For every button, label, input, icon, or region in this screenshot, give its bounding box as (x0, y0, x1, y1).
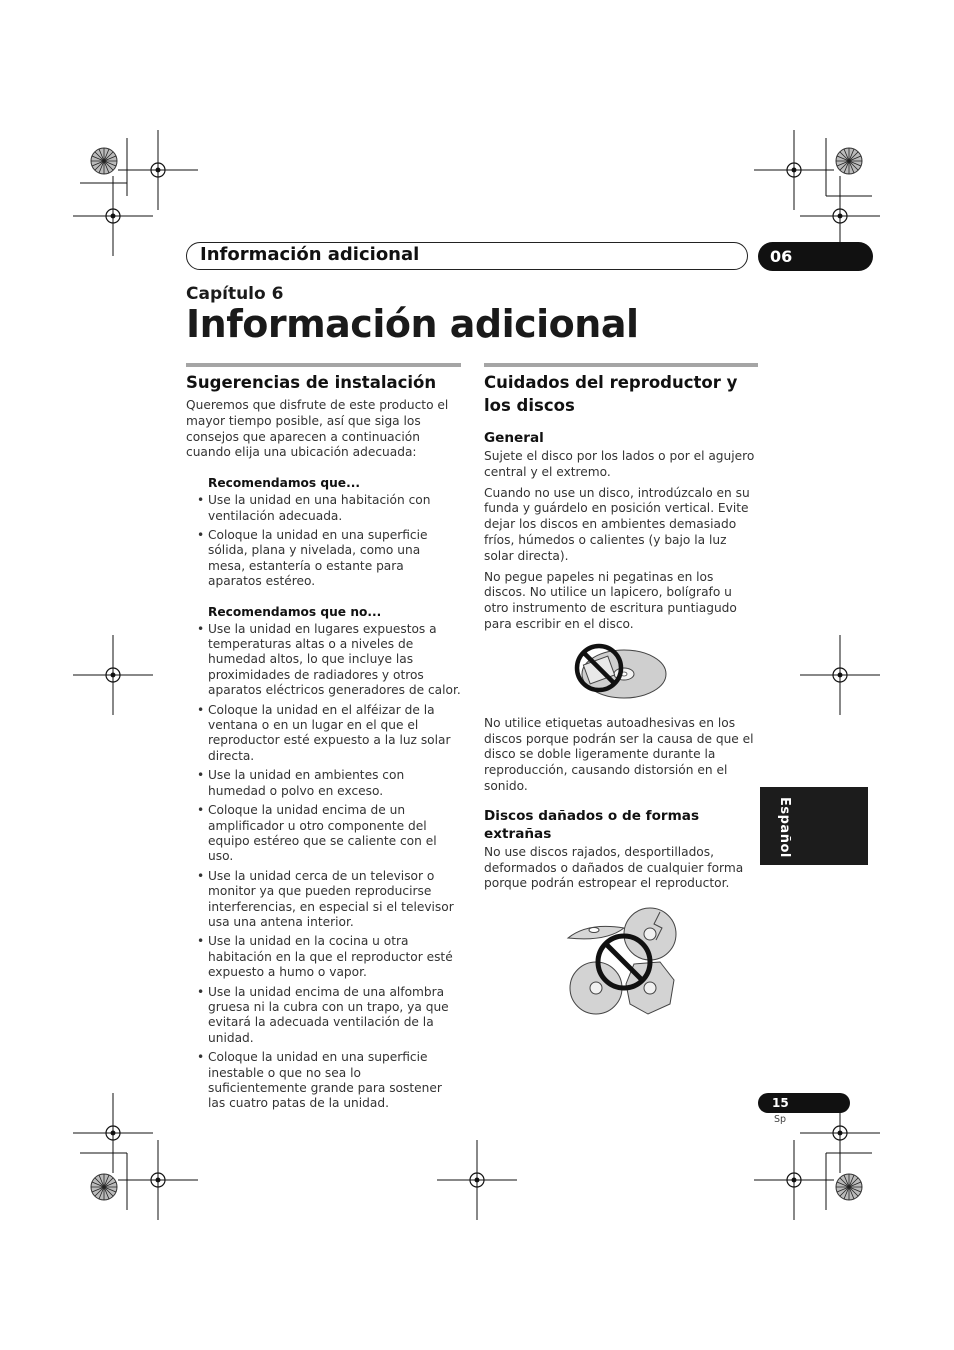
recommended-heading: Recomendamos que... (208, 476, 360, 491)
chapter-label: Capítulo 6 (186, 284, 284, 304)
registration-mark-icon (754, 1140, 834, 1220)
page-title: Información adicional (186, 302, 639, 346)
list-item: • Coloque la unidad encima de un amplificador u otro componente del equipo estéreo que se caliente con el uso. (186, 803, 461, 865)
section-rule (186, 363, 461, 367)
registration-mark-icon (73, 635, 153, 715)
list-item: • Coloque la unidad en el alféizar de la ventana o en un lugar en el que el reproductor esté expuesto a la luz solar directa. (186, 703, 461, 765)
registration-mark-icon (73, 1093, 153, 1173)
general-heading: General (484, 430, 544, 446)
list-item: • Use la unidad en ambientes con humedad o polvo en exceso. (186, 768, 461, 799)
star-target-icon (836, 1174, 862, 1200)
list-item: • Use la unidad encima de una alfombra gruesa ni la cubra con un trapo, ya que evitará la adecuada ventilación de la unidad. (186, 985, 461, 1047)
star-target-icon (91, 1174, 117, 1200)
list-item: • Coloque la unidad en una superficie inestable o que no sea lo suficientemente grande para sostener las cuatro patas de la unidad. (186, 1050, 461, 1112)
section-rule (484, 363, 758, 367)
no-damaged-disc-icon (484, 900, 758, 1018)
registration-mark-icon (118, 1140, 198, 1220)
disc-care-column (484, 363, 758, 1018)
star-target-icon (836, 148, 862, 174)
page-language-code: Sp (774, 1114, 787, 1125)
recommended-list (186, 493, 461, 589)
registration-mark-icon (73, 176, 153, 256)
registration-mark-icon (118, 130, 198, 210)
list-item: • Coloque la unidad en una superficie sólida, plana y nivelada, como una mesa, estantería o estante para aparatos estéreo. (186, 528, 461, 590)
no-sticker-illustration (484, 638, 758, 716)
list-item: • Use la unidad en lugares expuestos a temperaturas altas o a niveles de humedad altos, lo que incluye las proximidades de radiadores y otros aparatos eléctricos generadores de calor. (186, 622, 461, 699)
not-recommended-heading: Recomendamos que no... (208, 604, 382, 619)
list-item: • Use la unidad cerca de un televisor o monitor ya que pueden reproducirse interferencias, en especial si el televisor usa una antena interior. (186, 869, 461, 931)
section-header-title: Información adicional (200, 244, 420, 265)
labels-paragraph: No utilice etiquetas autoadhesivas en los discos porque podrán ser la causa de que el disco se doble ligeramente durante la reproducción, causando distorsión en el sonido. (484, 715, 754, 793)
language-tab-label: Español (777, 797, 792, 858)
installation-tips-column (186, 363, 461, 1116)
registration-mark-icon (800, 635, 880, 715)
damaged-discs-paragraph: No use discos rajados, desportillados, deformados o dañados de cualquier forma porque podrán estropear el reproductor. (484, 844, 744, 891)
installation-intro: Queremos que disfrute de este producto el mayor tiempo posible, así que siga los consejos que aparecen a continuación cuando elija una ubicación adecuada: (186, 398, 449, 460)
list-item: • Use la unidad en la cocina u otra habitación en la que el reproductor esté expuesto a humo o vapor. (186, 934, 461, 980)
registration-mark-icon (437, 1140, 517, 1220)
general-paragraph: Cuando no use un disco, introdúzcalo en su funda y guárdelo en posición vertical. Evite dejar los discos en ambientes demasiado fríos, húmedos o calientes (y bajo la luz solar directa). (484, 485, 750, 563)
chapter-number-badge: 06 (758, 242, 873, 271)
page-number-badge: 15 (758, 1093, 850, 1113)
damaged-discs-illustration (484, 900, 758, 1018)
registration-mark-icon (754, 130, 834, 210)
damaged-discs-heading: Discos dañados o de formas extrañas (484, 807, 700, 842)
general-paragraph: Sujete el disco por los lados o por el agujero central y el extremo. (484, 449, 755, 479)
no-sticker-disc-icon (484, 638, 758, 716)
disc-care-heading: Cuidados del reproductor y los discos (484, 373, 738, 415)
list-item: • Use la unidad en una habitación con ventilación adecuada. (186, 493, 461, 524)
not-recommended-list (186, 622, 461, 1112)
installation-tips-heading: Sugerencias de instalación (186, 373, 437, 392)
star-target-icon (91, 148, 117, 174)
general-paragraph: No pegue papeles ni pegatinas en los discos. No utilice un lapicero, bolígrafo u otro instrumento de escritura puntiagudo para escribir en el disco. (484, 569, 737, 631)
